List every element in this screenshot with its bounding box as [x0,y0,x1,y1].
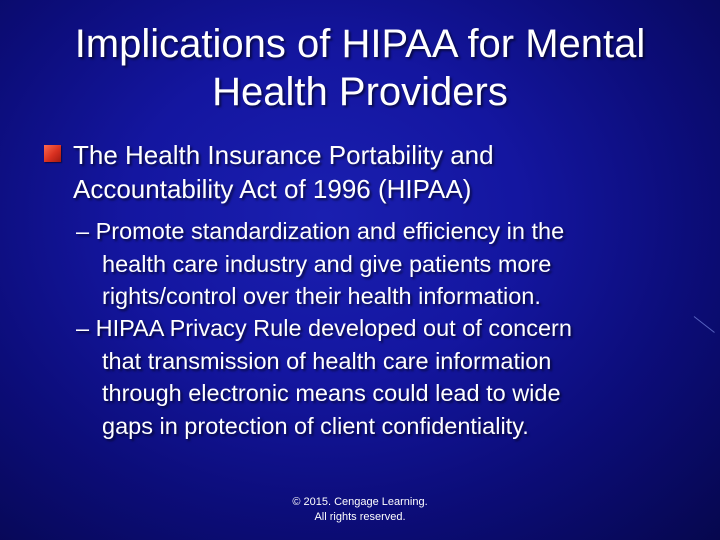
slide-title-line-1: Implications of HIPAA for Mental [74,22,646,66]
decorative-line [694,316,715,333]
main-bullet-line-1: The Health Insurance Portability and [73,140,494,170]
main-bullet-line-2: Accountability Act of 1996 (HIPAA) [73,174,472,204]
subpoint-1-line-3: rights/control over their health information. [102,283,541,309]
copyright-notice [210,495,510,525]
slide-title [20,20,700,116]
subpoint-privacy-rule [76,312,696,442]
subpoint-2-line-3: through electronic means could lead to wide [102,380,561,406]
copyright-line-1: © 2015. Cengage Learning. [292,496,428,508]
subpoint-2-line-1: – HIPAA Privacy Rule developed out of concern [76,315,572,341]
subpoint-1-line-1: – Promote standardization and efficiency in the [76,218,565,244]
red-square-bullet-icon [44,145,61,162]
main-bullet-text [73,138,673,206]
subpoint-2-line-4: gaps in protection of client confidentiality. [102,412,529,439]
subpoint-1-line-2: health care industry and give patients more [102,250,552,277]
subpoint-2-line-2: that transmission of health care information [102,347,552,374]
copyright-line-2: All rights reserved. [314,511,406,523]
subpoint-standardization [76,215,696,313]
slide-title-line-2: Health Providers [212,70,508,114]
